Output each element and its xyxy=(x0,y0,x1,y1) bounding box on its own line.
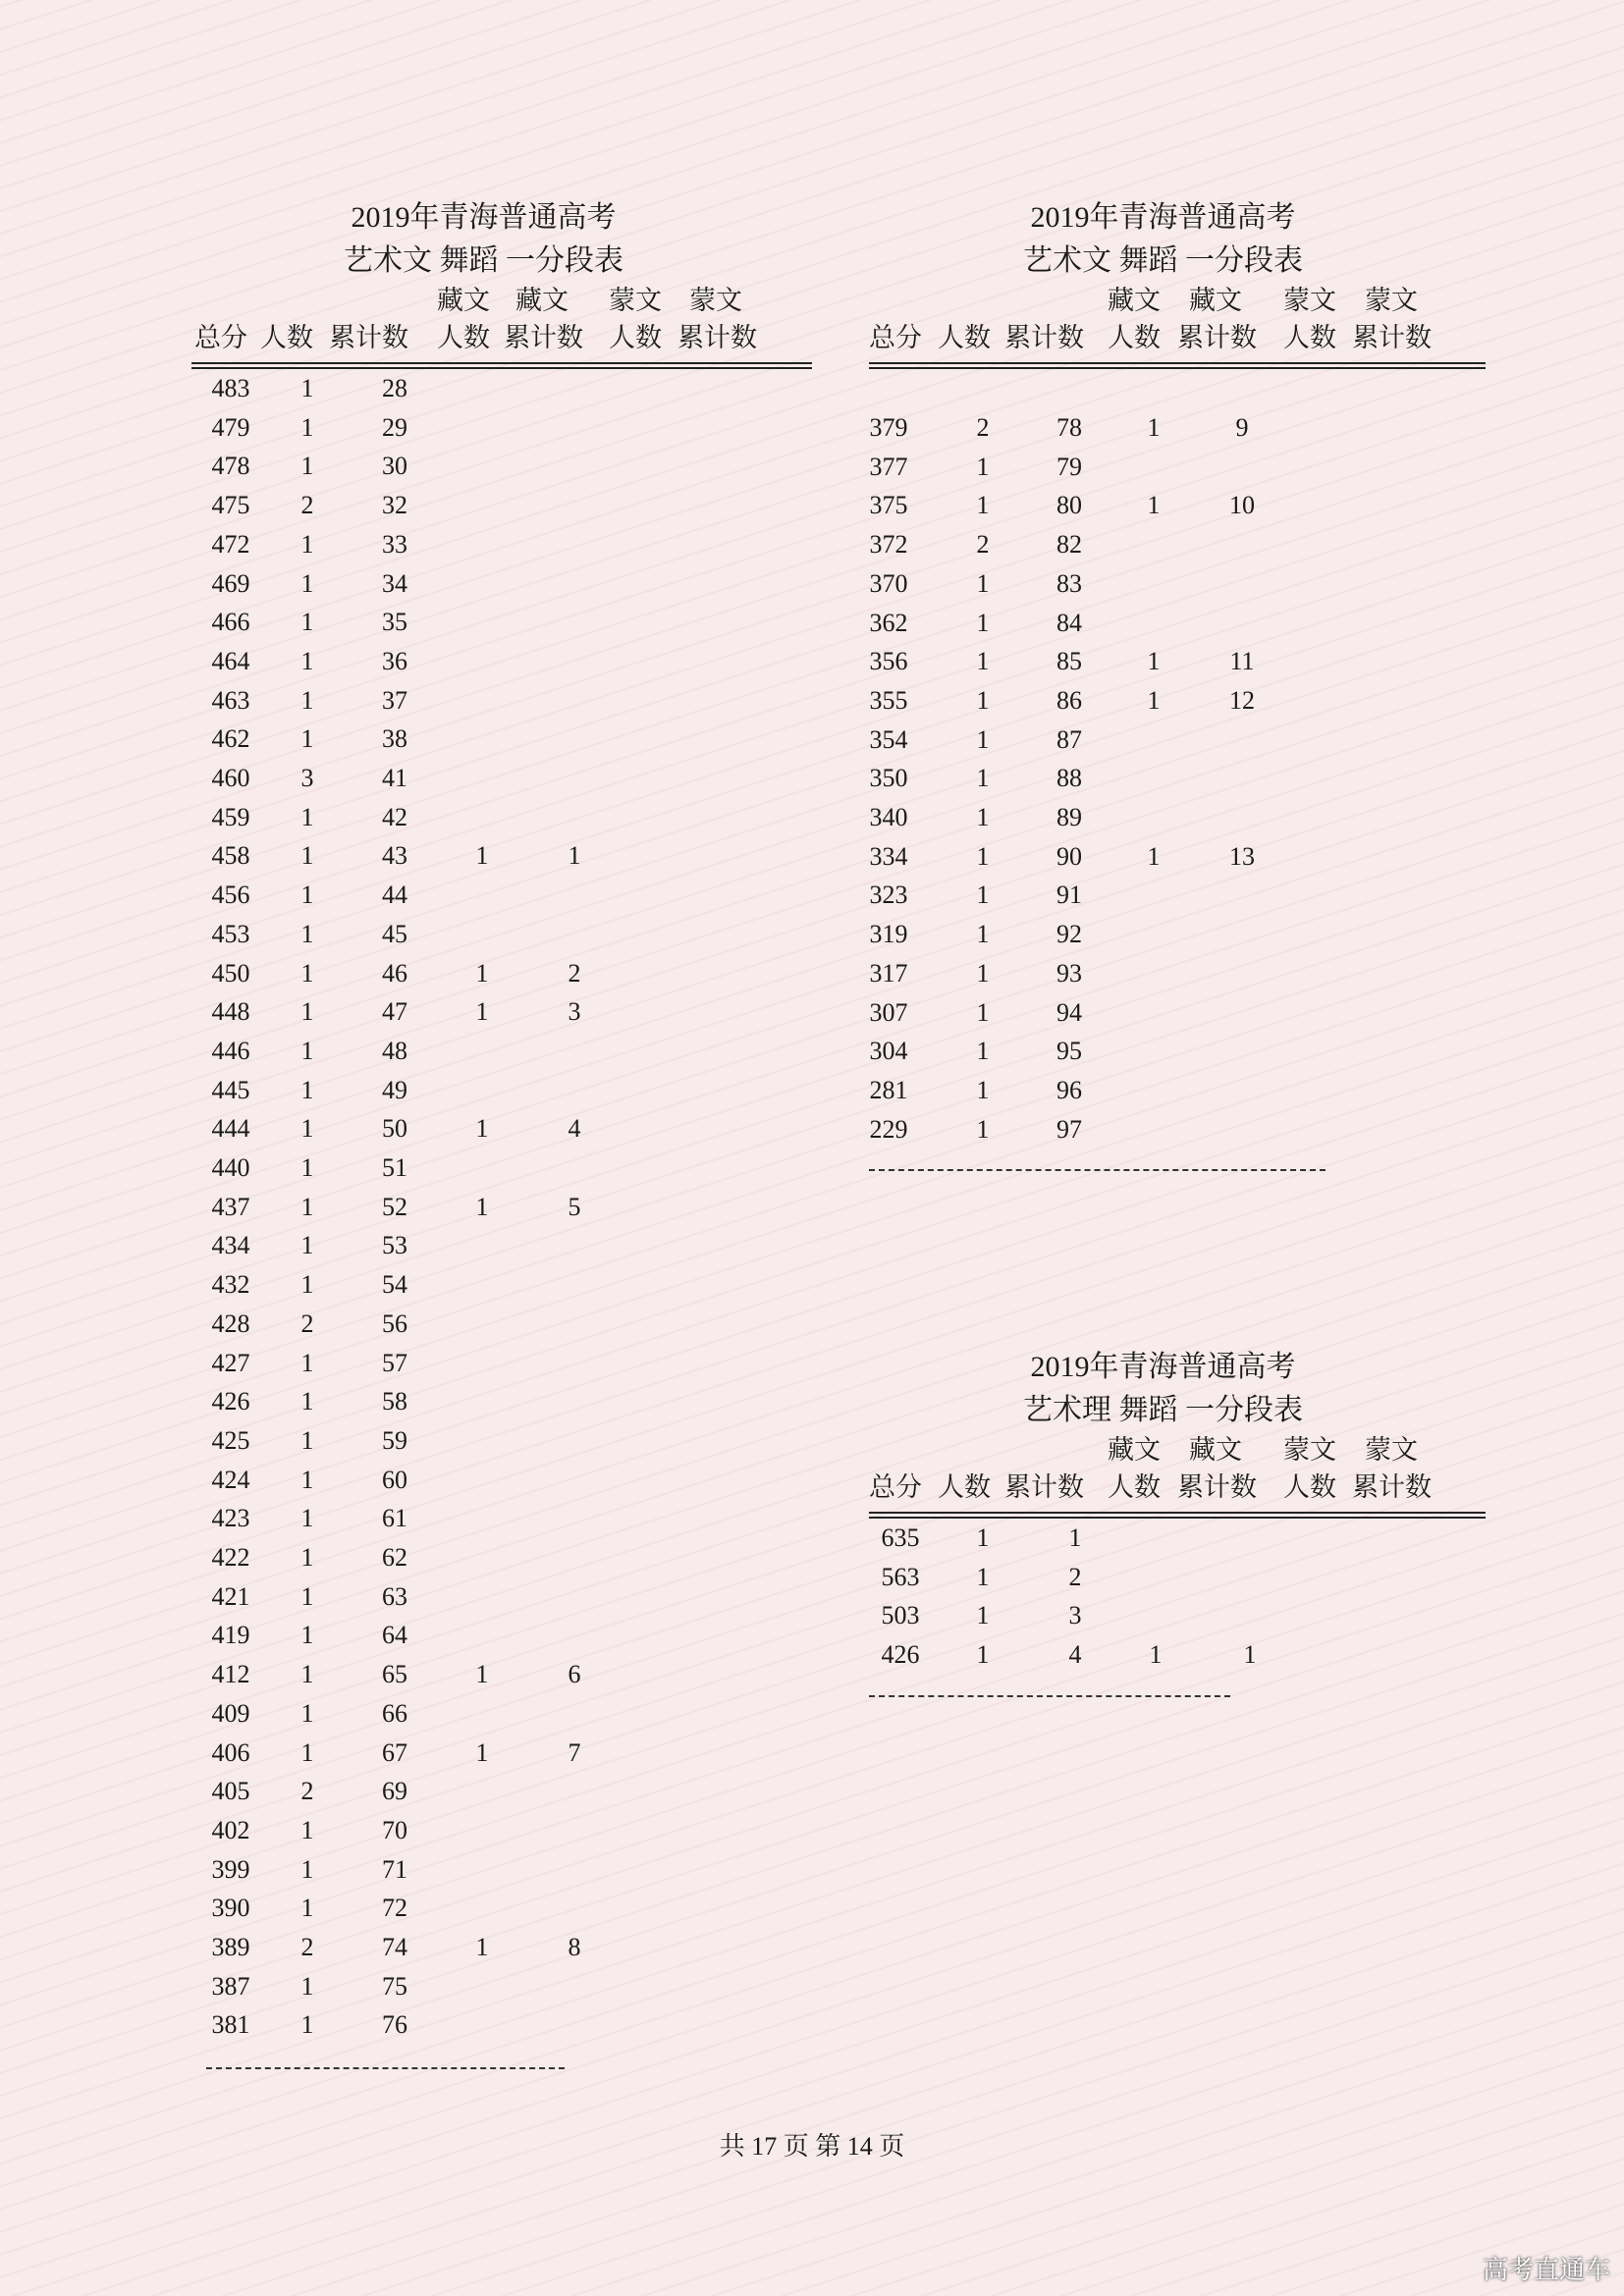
zang-count-cell: 1 xyxy=(475,1660,489,1689)
score-cell: 356 xyxy=(869,647,908,676)
header-cumulative: 累计数 xyxy=(1004,323,1084,352)
cumulative-cell: 36 xyxy=(382,646,407,675)
cumulative-cell: 65 xyxy=(382,1660,407,1689)
count-cell: 1 xyxy=(976,764,990,793)
cumulative-cell: 38 xyxy=(382,724,407,754)
count-cell: 1 xyxy=(300,881,314,910)
cumulative-cell: 45 xyxy=(382,919,407,948)
count-cell: 1 xyxy=(300,1192,314,1221)
score-cell: 483 xyxy=(211,374,250,402)
zang-cumulative-cell: 3 xyxy=(568,997,581,1027)
count-cell: 1 xyxy=(300,1543,314,1572)
cumulative-cell: 29 xyxy=(382,412,407,442)
count-cell: 1 xyxy=(300,1894,314,1923)
count-cell: 1 xyxy=(976,1114,990,1144)
zang-count-cell: 1 xyxy=(475,841,489,871)
count-cell: 2 xyxy=(300,1308,314,1338)
cumulative-cell: 72 xyxy=(382,1894,407,1923)
cumulative-cell: 92 xyxy=(1056,920,1082,949)
count-cell: 1 xyxy=(976,1601,990,1630)
cumulative-cell: 4 xyxy=(1068,1640,1082,1670)
score-cell: 472 xyxy=(211,529,250,559)
header-zang-2: 藏文 xyxy=(1189,1435,1242,1465)
count-cell: 1 xyxy=(300,919,314,948)
cumulative-cell: 41 xyxy=(382,764,407,792)
count-cell: 1 xyxy=(300,1698,314,1728)
header-zang-1: 藏文 xyxy=(1108,286,1161,315)
count-cell: 1 xyxy=(976,1075,990,1104)
cumulative-cell: 1 xyxy=(1068,1523,1082,1552)
count-cell: 1 xyxy=(300,1581,314,1611)
cumulative-cell: 47 xyxy=(382,997,407,1027)
count-cell: 1 xyxy=(976,568,990,598)
count-cell: 1 xyxy=(300,374,314,402)
zang-cumulative-cell: 5 xyxy=(568,1192,581,1221)
cumulative-cell: 54 xyxy=(382,1270,407,1300)
header-zang-count: 人数 xyxy=(437,323,490,352)
score-cell: 409 xyxy=(211,1698,250,1728)
header-zang-1: 藏文 xyxy=(1108,1435,1161,1465)
zang-count-cell: 1 xyxy=(1149,1640,1163,1670)
score-cell: 459 xyxy=(211,802,250,831)
header-cumulative: 累计数 xyxy=(329,323,408,352)
header-zang-cumulative: 累计数 xyxy=(1177,323,1257,352)
cumulative-cell: 85 xyxy=(1056,647,1082,676)
count-cell: 1 xyxy=(976,608,990,637)
cumulative-cell: 44 xyxy=(382,881,407,910)
zang-cumulative-cell: 4 xyxy=(568,1114,581,1144)
header-rule-bottom xyxy=(869,367,1486,369)
count-cell: 1 xyxy=(300,1114,314,1144)
zang-cumulative-cell: 7 xyxy=(568,1737,581,1767)
count-cell: 2 xyxy=(300,491,314,520)
score-cell: 448 xyxy=(211,997,250,1027)
header-count: 人数 xyxy=(260,323,313,352)
header-meng-cumulative: 累计数 xyxy=(1352,1472,1432,1502)
score-cell: 466 xyxy=(211,608,250,637)
header-rule-top xyxy=(191,362,812,364)
score-cell: 427 xyxy=(211,1348,250,1377)
zang-count-cell: 1 xyxy=(475,1192,489,1221)
score-cell: 503 xyxy=(881,1601,920,1630)
cumulative-cell: 30 xyxy=(382,452,407,481)
score-cell: 370 xyxy=(869,568,908,598)
count-cell: 1 xyxy=(300,646,314,675)
score-cell: 428 xyxy=(211,1308,250,1338)
table-title: 2019年青海普通高考 xyxy=(351,201,617,234)
score-cell: 307 xyxy=(869,997,908,1027)
score-table-arts-science-dance xyxy=(869,1350,1492,1713)
score-cell: 399 xyxy=(211,1854,250,1884)
zang-count-cell: 1 xyxy=(1147,685,1161,715)
count-cell: 1 xyxy=(300,685,314,715)
zang-count-cell: 1 xyxy=(1147,413,1161,442)
score-cell: 323 xyxy=(869,881,908,910)
header-meng-count: 人数 xyxy=(1283,1472,1336,1502)
count-cell: 1 xyxy=(300,608,314,637)
cumulative-cell: 43 xyxy=(382,841,407,871)
score-cell: 419 xyxy=(211,1621,250,1650)
count-cell: 1 xyxy=(300,802,314,831)
header-rule-top xyxy=(869,1512,1486,1514)
cumulative-cell: 80 xyxy=(1056,491,1082,520)
cumulative-cell: 71 xyxy=(382,1854,407,1884)
count-cell: 1 xyxy=(300,1425,314,1455)
score-cell: 424 xyxy=(211,1465,250,1494)
zang-count-cell: 1 xyxy=(475,1933,489,1961)
cumulative-cell: 96 xyxy=(1056,1075,1082,1104)
count-cell: 1 xyxy=(976,491,990,520)
score-cell: 635 xyxy=(881,1523,920,1552)
score-cell: 456 xyxy=(211,881,250,910)
score-cell: 375 xyxy=(869,491,908,520)
cumulative-cell: 66 xyxy=(382,1698,407,1728)
cumulative-cell: 32 xyxy=(382,491,407,520)
count-cell: 1 xyxy=(976,1562,990,1591)
cumulative-cell: 94 xyxy=(1056,997,1082,1027)
score-cell: 425 xyxy=(211,1425,250,1455)
cumulative-cell: 78 xyxy=(1056,413,1082,442)
zang-count-cell: 1 xyxy=(1147,841,1161,871)
score-cell: 229 xyxy=(869,1114,908,1144)
table-subtitle: 艺术文 舞蹈 一分段表 xyxy=(344,244,623,277)
cumulative-cell: 33 xyxy=(382,529,407,559)
header-count: 人数 xyxy=(938,323,991,352)
cumulative-cell: 88 xyxy=(1056,764,1082,793)
zang-cumulative-cell: 9 xyxy=(1235,413,1249,442)
header-meng-1: 蒙文 xyxy=(609,286,662,315)
zang-cumulative-cell: 13 xyxy=(1229,841,1255,871)
count-cell: 1 xyxy=(300,1270,314,1300)
score-cell: 463 xyxy=(211,685,250,715)
watermark-text: 高考直通车 xyxy=(1482,2256,1610,2285)
count-cell: 1 xyxy=(300,997,314,1027)
header-rule-top xyxy=(869,362,1486,364)
score-cell: 453 xyxy=(211,919,250,948)
cumulative-cell: 50 xyxy=(382,1114,407,1144)
score-cell: 444 xyxy=(211,1114,250,1144)
count-cell: 1 xyxy=(976,647,990,676)
count-cell: 2 xyxy=(300,1933,314,1961)
score-cell: 406 xyxy=(211,1737,250,1767)
score-cell: 464 xyxy=(211,646,250,675)
score-cell: 421 xyxy=(211,1581,250,1611)
cumulative-cell: 37 xyxy=(382,685,407,715)
table-title: 2019年青海普通高考 xyxy=(1030,201,1296,234)
count-cell: 1 xyxy=(300,1815,314,1844)
score-cell: 445 xyxy=(211,1075,250,1104)
score-cell: 387 xyxy=(211,1971,250,2001)
score-cell: 340 xyxy=(869,803,908,831)
count-cell: 1 xyxy=(300,1036,314,1065)
score-cell: 563 xyxy=(881,1562,920,1591)
count-cell: 3 xyxy=(300,764,314,792)
count-cell: 1 xyxy=(300,1387,314,1416)
header-meng-2: 蒙文 xyxy=(1365,286,1418,315)
score-cell: 432 xyxy=(211,1270,250,1300)
count-cell: 1 xyxy=(976,841,990,871)
cumulative-cell: 48 xyxy=(382,1036,407,1065)
count-cell: 1 xyxy=(300,1971,314,2001)
header-zang-count: 人数 xyxy=(1108,1472,1161,1502)
header-meng-1: 蒙文 xyxy=(1283,1435,1336,1465)
header-meng-2: 蒙文 xyxy=(1365,1435,1418,1465)
count-cell: 1 xyxy=(300,1660,314,1689)
header-zang-2: 藏文 xyxy=(515,286,568,315)
header-cumulative: 累计数 xyxy=(1004,1472,1084,1502)
end-dashed-rule xyxy=(869,1695,1230,1697)
score-cell: 334 xyxy=(869,841,908,871)
cumulative-cell: 93 xyxy=(1056,958,1082,988)
score-cell: 372 xyxy=(869,530,908,560)
count-cell: 2 xyxy=(300,1777,314,1806)
count-cell: 1 xyxy=(976,685,990,715)
zang-count-cell: 1 xyxy=(1147,491,1161,520)
table-title: 2019年青海普通高考 xyxy=(1030,1351,1296,1383)
count-cell: 1 xyxy=(976,920,990,949)
header-meng-count: 人数 xyxy=(1283,323,1336,352)
cumulative-cell: 87 xyxy=(1056,724,1082,754)
zang-cumulative-cell: 1 xyxy=(568,841,581,871)
cumulative-cell: 64 xyxy=(382,1621,407,1650)
count-cell: 1 xyxy=(976,1037,990,1066)
score-cell: 355 xyxy=(869,685,908,715)
score-cell: 412 xyxy=(211,1660,250,1689)
cumulative-cell: 52 xyxy=(382,1192,407,1221)
cumulative-cell: 34 xyxy=(382,568,407,598)
score-cell: 437 xyxy=(211,1192,250,1221)
cumulative-cell: 82 xyxy=(1056,530,1082,560)
cumulative-cell: 67 xyxy=(382,1737,407,1767)
score-cell: 381 xyxy=(211,2010,250,2040)
count-cell: 1 xyxy=(300,1231,314,1260)
count-cell: 1 xyxy=(976,803,990,831)
cumulative-cell: 28 xyxy=(382,374,407,402)
score-cell: 450 xyxy=(211,958,250,988)
count-cell: 1 xyxy=(976,452,990,481)
count-cell: 2 xyxy=(976,530,990,560)
zang-cumulative-cell: 12 xyxy=(1229,685,1255,715)
score-cell: 390 xyxy=(211,1894,250,1923)
header-zang-count: 人数 xyxy=(1108,323,1161,352)
cumulative-cell: 51 xyxy=(382,1153,407,1182)
count-cell: 1 xyxy=(300,2010,314,2040)
score-cell: 317 xyxy=(869,958,908,988)
count-cell: 1 xyxy=(300,1153,314,1182)
header-meng-cumulative: 累计数 xyxy=(1352,323,1432,352)
header-zang-1: 藏文 xyxy=(437,286,490,315)
cumulative-cell: 49 xyxy=(382,1075,407,1104)
score-cell: 462 xyxy=(211,724,250,754)
count-cell: 1 xyxy=(300,1465,314,1494)
count-cell: 1 xyxy=(976,724,990,754)
score-table-arts-liberal-dance xyxy=(191,200,815,2095)
cumulative-cell: 86 xyxy=(1056,685,1082,715)
header-zang-2: 藏文 xyxy=(1189,286,1242,315)
count-cell: 1 xyxy=(300,412,314,442)
cumulative-cell: 90 xyxy=(1056,841,1082,871)
cumulative-cell: 91 xyxy=(1056,881,1082,910)
score-cell: 479 xyxy=(211,412,250,442)
score-cell: 458 xyxy=(211,841,250,871)
zang-cumulative-cell: 2 xyxy=(568,958,581,988)
end-dashed-rule xyxy=(869,1169,1326,1171)
cumulative-cell: 35 xyxy=(382,608,407,637)
header-meng-2: 蒙文 xyxy=(689,286,742,315)
score-cell: 426 xyxy=(881,1640,920,1670)
table-subtitle: 艺术理 舞蹈 一分段表 xyxy=(1023,1394,1303,1426)
score-cell: 475 xyxy=(211,491,250,520)
zang-count-cell: 1 xyxy=(475,1737,489,1767)
zang-count-cell: 1 xyxy=(475,958,489,988)
score-cell: 469 xyxy=(211,568,250,598)
cumulative-cell: 46 xyxy=(382,958,407,988)
score-cell: 478 xyxy=(211,452,250,481)
zang-count-cell: 1 xyxy=(475,1114,489,1144)
cumulative-cell: 58 xyxy=(382,1387,407,1416)
count-cell: 1 xyxy=(300,958,314,988)
score-cell: 423 xyxy=(211,1504,250,1533)
header-total-score: 总分 xyxy=(869,323,922,352)
count-cell: 1 xyxy=(976,1523,990,1552)
count-cell: 1 xyxy=(300,841,314,871)
cumulative-cell: 62 xyxy=(382,1543,407,1572)
score-cell: 434 xyxy=(211,1231,250,1260)
zang-cumulative-cell: 11 xyxy=(1229,647,1255,676)
count-cell: 1 xyxy=(300,1504,314,1533)
zang-cumulative-cell: 8 xyxy=(568,1933,581,1961)
score-cell: 426 xyxy=(211,1387,250,1416)
count-cell: 1 xyxy=(300,1075,314,1104)
cumulative-cell: 84 xyxy=(1056,608,1082,637)
count-cell: 1 xyxy=(976,1640,990,1670)
count-cell: 1 xyxy=(300,452,314,481)
count-cell: 1 xyxy=(976,881,990,910)
score-cell: 281 xyxy=(869,1075,908,1104)
cumulative-cell: 76 xyxy=(382,2010,407,2040)
count-cell: 1 xyxy=(300,568,314,598)
score-cell: 319 xyxy=(869,920,908,949)
header-meng-count: 人数 xyxy=(609,323,662,352)
score-cell: 379 xyxy=(869,413,908,442)
cumulative-cell: 61 xyxy=(382,1504,407,1533)
count-cell: 1 xyxy=(300,529,314,559)
cumulative-cell: 79 xyxy=(1056,452,1082,481)
score-cell: 389 xyxy=(211,1933,250,1961)
header-count: 人数 xyxy=(938,1472,991,1502)
header-meng-1: 蒙文 xyxy=(1283,286,1336,315)
count-cell: 1 xyxy=(976,958,990,988)
score-cell: 440 xyxy=(211,1153,250,1182)
page-footer: 共 17 页 第 14 页 xyxy=(719,2132,905,2161)
count-cell: 1 xyxy=(300,1854,314,1884)
score-cell: 460 xyxy=(211,764,250,792)
cumulative-cell: 69 xyxy=(382,1777,407,1806)
cumulative-cell: 53 xyxy=(382,1231,407,1260)
cumulative-cell: 74 xyxy=(382,1933,407,1961)
count-cell: 1 xyxy=(300,724,314,754)
cumulative-cell: 89 xyxy=(1056,803,1082,831)
header-total-score: 总分 xyxy=(194,323,247,352)
score-cell: 377 xyxy=(869,452,908,481)
score-cell: 402 xyxy=(211,1815,250,1844)
cumulative-cell: 42 xyxy=(382,802,407,831)
score-cell: 304 xyxy=(869,1037,908,1066)
zang-cumulative-cell: 6 xyxy=(568,1660,581,1689)
cumulative-cell: 83 xyxy=(1056,568,1082,598)
cumulative-cell: 70 xyxy=(382,1815,407,1844)
zang-cumulative-cell: 1 xyxy=(1243,1640,1257,1670)
count-cell: 1 xyxy=(976,997,990,1027)
table-subtitle: 艺术文 舞蹈 一分段表 xyxy=(1023,244,1303,277)
cumulative-cell: 95 xyxy=(1056,1037,1082,1066)
header-zang-cumulative: 累计数 xyxy=(504,323,583,352)
cumulative-cell: 59 xyxy=(382,1425,407,1455)
header-total-score: 总分 xyxy=(869,1472,922,1502)
score-cell: 350 xyxy=(869,764,908,793)
zang-count-cell: 1 xyxy=(475,997,489,1027)
count-cell: 1 xyxy=(300,1348,314,1377)
cumulative-cell: 57 xyxy=(382,1348,407,1377)
score-cell: 446 xyxy=(211,1036,250,1065)
cumulative-cell: 3 xyxy=(1068,1601,1082,1630)
zang-count-cell: 1 xyxy=(1147,647,1161,676)
score-cell: 362 xyxy=(869,608,908,637)
count-cell: 1 xyxy=(300,1621,314,1650)
cumulative-cell: 63 xyxy=(382,1581,407,1611)
cumulative-cell: 97 xyxy=(1056,1114,1082,1144)
end-dashed-rule xyxy=(206,2067,565,2069)
score-cell: 422 xyxy=(211,1543,250,1572)
score-table-arts-liberal-dance-cont xyxy=(869,200,1492,1192)
header-zang-cumulative: 累计数 xyxy=(1177,1472,1257,1502)
header-meng-cumulative: 累计数 xyxy=(677,323,757,352)
zang-cumulative-cell: 10 xyxy=(1229,491,1255,520)
cumulative-cell: 56 xyxy=(382,1308,407,1338)
cumulative-cell: 75 xyxy=(382,1971,407,2001)
score-cell: 354 xyxy=(869,724,908,754)
cumulative-cell: 60 xyxy=(382,1465,407,1494)
count-cell: 2 xyxy=(976,413,990,442)
count-cell: 1 xyxy=(300,1737,314,1767)
score-cell: 405 xyxy=(211,1777,250,1806)
cumulative-cell: 2 xyxy=(1068,1562,1082,1591)
